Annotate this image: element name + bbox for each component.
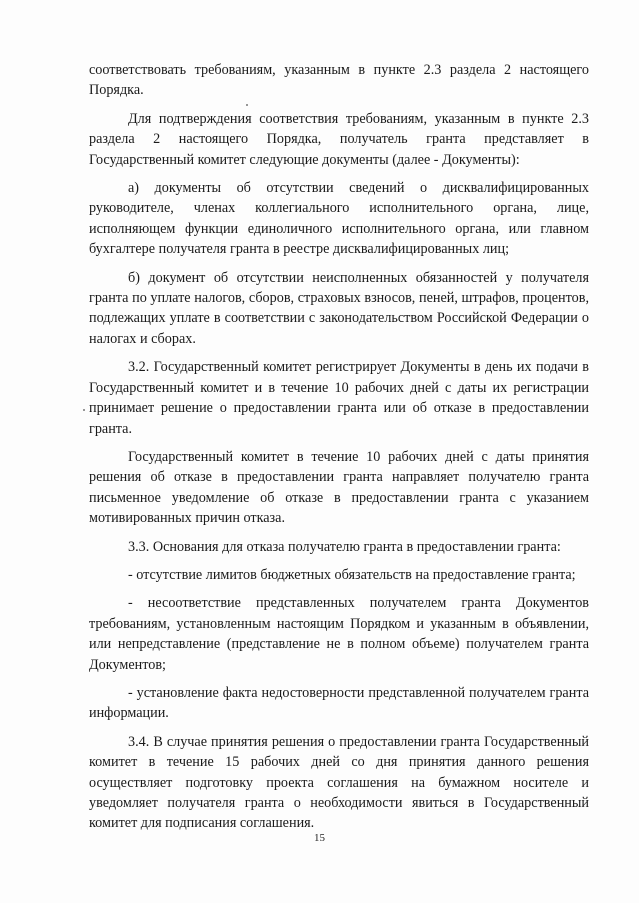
paragraph-item-b: б) документ об отсутствии неисполненных обязанностей у получателя гранта по уплате налогов, сборов, страховых взносов, пеней, штрафов, процентов, подлежащих уплате в соответствии с законодательством Российской Федерации о налогах и сборах. xyxy=(89,269,589,347)
page-number: 15 xyxy=(314,832,325,844)
paragraph-documents-intro: Для подтверждения соответствия требованиям, указанным в пункте 2.3 раздела 2 настоящего Порядка, получатель гранта представляет в Государственный комитет следующие документы (далее - Документы): xyxy=(89,110,589,168)
paragraph-refusal-notice: Государственный комитет в течение 10 рабочих дней с даты принятия решения об отказе в предоставлении гранта направляет получателю гранта письменное уведомление об отказе в предоставлении гранта с указанием мотивированных причин отказа. xyxy=(89,448,589,527)
scan-speck xyxy=(246,104,248,106)
scan-speck xyxy=(83,409,85,411)
paragraph-3-2: 3.2. Государственный комитет регистрирует Документы в день их подачи в Государственный комитет и в течение 10 рабочих дней с даты их регистрации принимает решение о предоставлении гранта или об отказе в предоставлении гранта. xyxy=(89,359,589,437)
paragraph-reason-nonconformity: - несоответствие представленных получателем гранта Документов требованиям, установленным настоящим Порядком и указанным в объявлении, или непредставление (представление не в полном объеме) получателем гранта Документов; xyxy=(89,595,589,673)
paragraph-3-3: 3.3. Основания для отказа получателю гранта в предоставлении гранта: xyxy=(128,538,561,555)
paragraph-continuation: соответствовать требованиям, указанным в пункте 2.3 раздела 2 настоящего Порядка. xyxy=(89,62,589,99)
paragraph-reason-limits: - отсутствие лимитов бюджетных обязательств на предоставление гранта; xyxy=(128,566,576,583)
document-body xyxy=(89,60,589,842)
paragraph-3-4: 3.4. В случае принятия решения о предоставлении гранта Государственный комитет в течение 15 рабочих дней со дня принятия данного решения осуществляет подготовку проекта соглашения на бумажном носителе и уведомляет получателя гранта о необходимости явиться в Государственный комитет для подписания соглашения. xyxy=(89,733,589,832)
paragraph-item-a: а) документы об отсутствии сведений о дисквалифицированных руководителе, членах коллегиального исполнительного органа, лице, исполняющем функции единоличного исполнительного органа, или главном бухгалтере получателя гранта в реестре дисквалифицированных лиц; xyxy=(89,180,589,258)
paragraph-reason-false-info: - установление факта недостоверности представленной получателем гранта информации. xyxy=(89,684,589,722)
